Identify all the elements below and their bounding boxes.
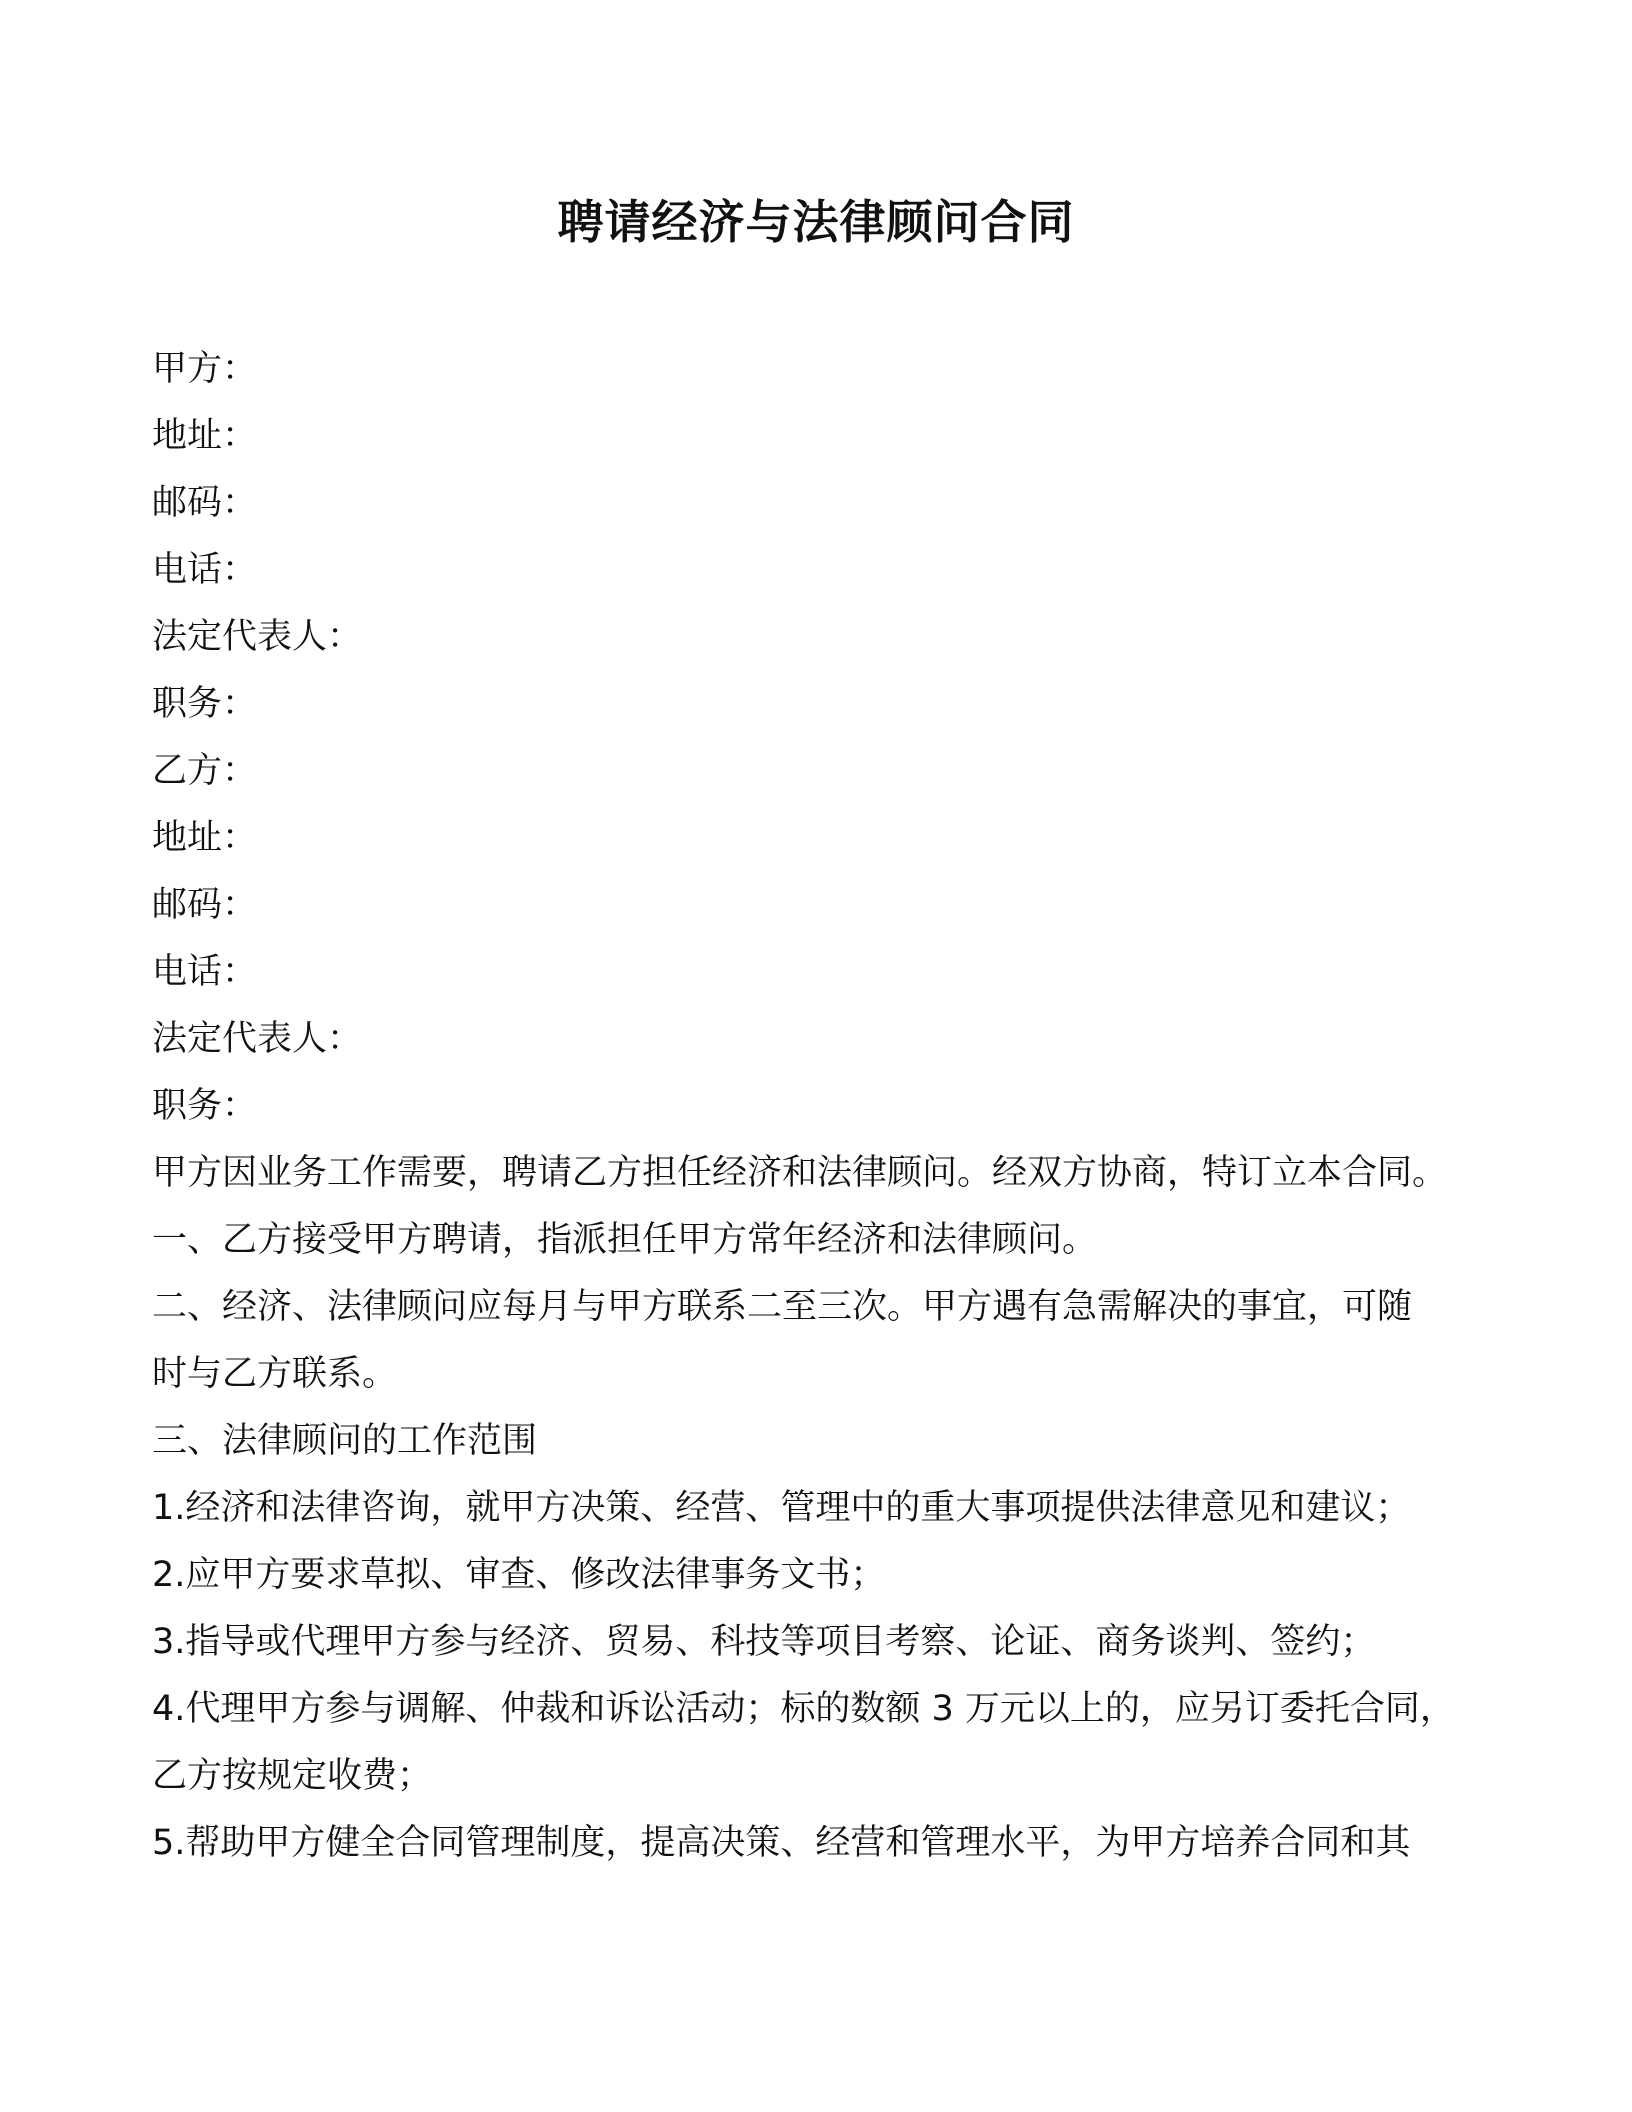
clause-1: 一、乙方接受甲方聘请，指派担任甲方常年经济和法律顾问。 — [152, 1220, 1098, 1260]
clause-3-heading: 三、法律顾问的工作范围 — [152, 1421, 538, 1461]
party-b-phone-label: 电话： — [152, 952, 258, 992]
party-b-postcode-label: 邮码： — [152, 885, 258, 925]
clause-3-item-3: 3.指导或代理甲方参与经济、贸易、科技等项目考察、论证、商务谈判、签约； — [152, 1622, 1376, 1662]
clause-3-item-4-line-2: 乙方按规定收费； — [152, 1756, 433, 1796]
party-a-postcode-label: 邮码： — [152, 483, 258, 523]
clause-3-item-5-line-1: 5.帮助甲方健全合同管理制度，提高决策、经营和管理水平，为甲方培养合同和其 — [152, 1823, 1411, 1863]
party-a-legal-rep-label: 法定代表人： — [152, 617, 363, 657]
party-b-name-label: 乙方： — [152, 751, 258, 791]
clause-3-item-2: 2.应甲方要求草拟、审查、修改法律事务文书； — [152, 1555, 886, 1595]
document-title: 聘请经济与法律顾问合同 — [557, 195, 1075, 249]
clause-2-line-2: 时与乙方联系。 — [152, 1354, 398, 1394]
party-b-address-label: 地址： — [152, 818, 258, 858]
party-a-name-label: 甲方： — [152, 349, 258, 389]
party-a-position-label: 职务： — [152, 684, 258, 724]
clause-3-item-4-line-1: 4.代理甲方参与调解、仲裁和诉讼活动；标的数额 3 万元以上的，应另订委托合同， — [152, 1689, 1455, 1729]
document-body — [152, 336, 1492, 1877]
clause-3-item-1: 1.经济和法律咨询，就甲方决策、经营、管理中的重大事项提供法律意见和建议； — [152, 1488, 1411, 1528]
preamble-paragraph: 甲方因业务工作需要，聘请乙方担任经济和法律顾问。经双方协商，特订立本合同。 — [152, 1153, 1448, 1193]
clause-2-line-1: 二、经济、法律顾问应每月与甲方联系二至三次。甲方遇有急需解决的事宜，可随 — [152, 1287, 1413, 1327]
party-b-position-label: 职务： — [152, 1086, 258, 1126]
party-a-phone-label: 电话： — [152, 550, 258, 590]
party-b-legal-rep-label: 法定代表人： — [152, 1019, 363, 1059]
party-a-address-label: 地址： — [152, 416, 258, 456]
